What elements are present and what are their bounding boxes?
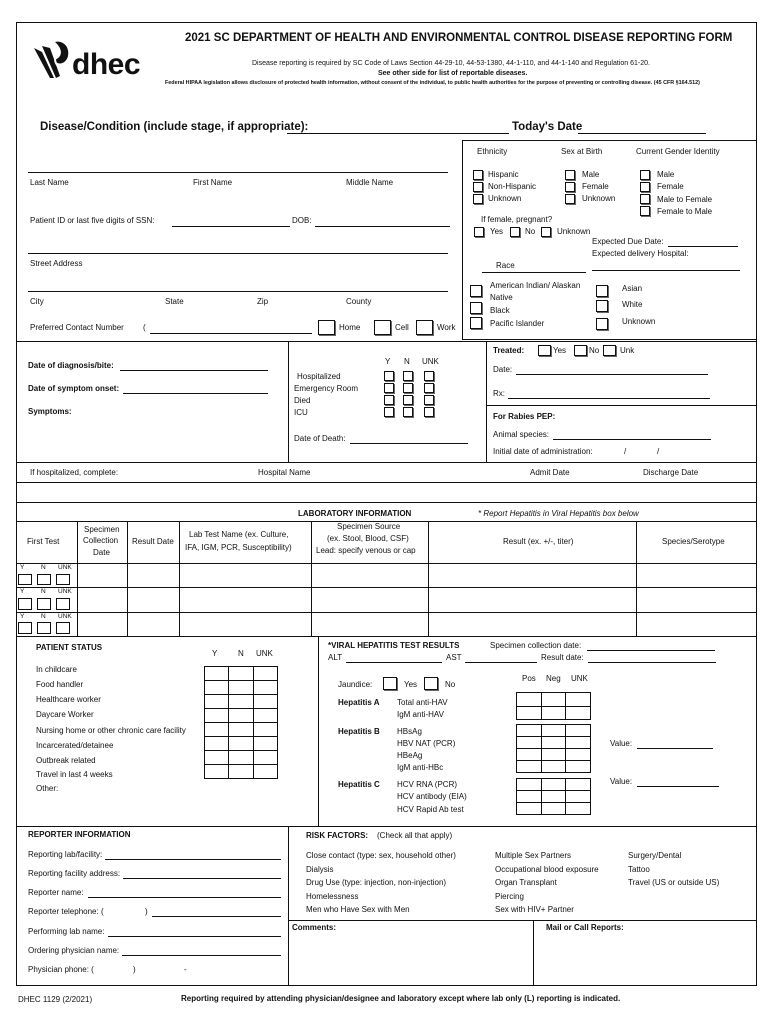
lab-row-1-unk-checkbox[interactable] [56, 574, 70, 585]
lab-title: LABORATORY INFORMATION [298, 509, 412, 518]
patient-id-label: Patient ID or last five digits of SSN: [30, 216, 155, 225]
lab-col-result-date: Result Date [132, 537, 174, 546]
lab-row-1-y: Y [20, 564, 25, 571]
hospitalized-y-checkbox[interactable] [384, 371, 394, 381]
physician-phone-dash: - [184, 965, 187, 974]
gender-mtf-checkbox[interactable] [640, 194, 650, 204]
comments-divider [288, 920, 757, 921]
initial-date-label: Initial date of administration: [493, 447, 593, 456]
status-cell[interactable] [253, 681, 277, 695]
race-black-checkbox[interactable] [470, 302, 482, 314]
state-label: State [165, 297, 184, 306]
work-checkbox[interactable] [416, 320, 433, 335]
performing-lab-input-line[interactable] [108, 936, 281, 937]
hep-neg-header: Neg [546, 674, 561, 683]
ordering-physician-label: Ordering physician name: [28, 946, 120, 955]
cell-checkbox[interactable] [374, 320, 391, 335]
status-cell[interactable] [229, 667, 253, 681]
gender-ftm-checkbox[interactable] [640, 206, 650, 216]
hep-pos-header: Pos [522, 674, 536, 683]
lab-row-1-n: N [41, 564, 46, 571]
pregnant-unknown-label: Unknown [557, 227, 591, 236]
hospital-row-top [16, 462, 757, 463]
icu-n-checkbox[interactable] [403, 407, 413, 417]
sex-unknown-checkbox[interactable] [565, 194, 575, 204]
hep-c-antibody: HCV antibody (EIA) [397, 792, 467, 801]
initial-date-slash-2: / [657, 447, 660, 456]
last-name-label: Last Name [30, 178, 69, 187]
hep-unk-header: UNK [571, 674, 588, 683]
admit-date-label: Admit Date [530, 468, 570, 477]
hep-alt-label: ALT [328, 653, 343, 662]
clinical-divider-2 [486, 341, 487, 462]
lab-col-specimen-2: Collection [83, 536, 119, 545]
gender-male-label: Male [657, 170, 675, 179]
status-item: Other: [36, 784, 59, 793]
non-hispanic-checkbox[interactable] [473, 182, 483, 192]
died-y-checkbox[interactable] [384, 395, 394, 405]
hep-result-date-input-line[interactable] [588, 662, 716, 663]
diagnosis-date-label: Date of diagnosis/bite: [28, 361, 114, 370]
status-cell[interactable] [253, 695, 277, 709]
risk-factor-item[interactable]: Organ Transplant [495, 878, 557, 887]
lab-row-3-unk-checkbox[interactable] [56, 622, 70, 634]
disease-input-line[interactable] [287, 133, 509, 134]
hep-ast-input-line[interactable] [465, 662, 537, 663]
jaundice-yes-label: Yes [404, 680, 418, 689]
contact-label: Preferred Contact Number [30, 323, 124, 332]
comments-mail-divider [533, 920, 534, 986]
pregnant-yes-label: Yes [490, 227, 504, 236]
risk-factor-item[interactable]: Multiple Sex Partners [495, 851, 572, 860]
hispanic-label: Hispanic [488, 170, 519, 179]
lab-col-divider-5 [428, 521, 429, 636]
reporter-address-input-line[interactable] [123, 878, 281, 879]
race-native-label: Native [490, 293, 513, 302]
race-unknown-checkbox[interactable] [596, 318, 608, 330]
jaundice-no-checkbox[interactable] [424, 677, 438, 690]
hep-result-date-label: Result date: [541, 653, 584, 662]
risk-title: RISK FACTORS: [306, 831, 369, 840]
clinical-unk-header: UNK [422, 357, 439, 366]
lab-row-2-y: Y [20, 588, 25, 595]
first-name-label: First Name [193, 178, 233, 187]
icu-unk-checkbox[interactable] [424, 407, 434, 417]
gender-ftm-label: Female to Male [657, 207, 713, 216]
onset-date-label: Date of symptom onset: [28, 384, 120, 393]
status-cell[interactable] [205, 765, 229, 779]
hep-b-hbsag: HBsAg [397, 727, 422, 736]
hep-b-hbeag: HBeAg [397, 751, 423, 760]
header-law-line: Disease reporting is required by SC Code of Laws Section 44-29-10, 44-53-1380, 44-1-110, and 44-1-140 and Regulation 61-20. [252, 60, 650, 67]
died-unk-checkbox[interactable] [424, 395, 434, 405]
status-n-header: N [238, 649, 244, 658]
lab-row-2-unk-checkbox[interactable] [56, 598, 70, 610]
race-label: Race [496, 261, 515, 270]
lab-row-1-y-checkbox[interactable] [18, 574, 32, 585]
hep-a-total: Total anti-HAV [397, 698, 448, 707]
pregnant-no-label: No [525, 227, 536, 236]
rx-label: Rx: [493, 389, 505, 398]
hispanic-checkbox[interactable] [473, 170, 483, 180]
status-cell[interactable] [205, 737, 229, 751]
status-item: Incarcerated/detainee [36, 741, 114, 750]
status-item: In childcare [36, 665, 77, 674]
lab-col-divider-2 [127, 521, 128, 636]
hep-c-grid[interactable] [516, 778, 591, 815]
reporter-divider [16, 826, 757, 827]
reporter-address-label: Reporting facility address: [28, 869, 121, 878]
lab-row-2-n-checkbox[interactable] [37, 598, 51, 610]
form-id: DHEC 1129 (2/2021) [18, 995, 93, 1004]
risk-factor-item[interactable]: Men who Have Sex with Men [306, 905, 410, 914]
due-date-label: Expected Due Date: [592, 237, 664, 246]
physician-phone-paren: ) [133, 965, 136, 974]
died-n-checkbox[interactable] [403, 395, 413, 405]
lab-col-test-name-1: Lab Test Name (ex. Culture, [189, 530, 289, 539]
race-unknown-label: Unknown [622, 317, 656, 326]
reporter-lab-input-line[interactable] [105, 859, 281, 860]
hep-b-value-label: Value: [610, 739, 633, 748]
status-cell[interactable] [205, 751, 229, 765]
ethnicity-label: Ethnicity [477, 147, 508, 156]
status-cell[interactable] [205, 723, 229, 737]
logo-text: dhec [72, 48, 141, 81]
lab-note: * Report Hepatitis in Viral Hepatitis box below [478, 509, 639, 518]
status-cell[interactable] [229, 723, 253, 737]
gender-female-checkbox[interactable] [640, 182, 650, 192]
city-label: City [30, 297, 44, 306]
status-cell[interactable] [229, 709, 253, 723]
lab-row-1-n-checkbox[interactable] [37, 574, 51, 585]
onset-date-input-line[interactable] [123, 393, 268, 394]
reporter-phone-label: Reporter telephone: ( [28, 907, 104, 916]
rabies-divider [486, 405, 757, 406]
risk-factor-item[interactable]: Sex with HIV+ Partner [495, 905, 574, 914]
status-cell[interactable] [205, 709, 229, 723]
status-unk-header: UNK [256, 649, 273, 658]
hospital-name-label: Hospital Name [258, 468, 311, 477]
lab-col-first-test: First Test [27, 537, 60, 546]
sex-unknown-label: Unknown [582, 194, 616, 203]
treated-unk-checkbox[interactable] [603, 345, 616, 356]
lab-row-2-top [16, 587, 757, 588]
dhec-logo [28, 38, 152, 86]
race-pacific-label: Pacific Islander [490, 319, 545, 328]
hep-collection-label: Specimen collection date: [490, 641, 582, 650]
delivery-hospital-label: Expected delivery Hospital: [592, 249, 689, 258]
died-label: Died [294, 396, 311, 405]
lab-row-2-n: N [41, 588, 46, 595]
status-cell[interactable] [229, 681, 253, 695]
initial-date-slash-1: / [624, 447, 627, 456]
form-title: 2021 SC DEPARTMENT OF HEALTH AND ENVIRONMENTAL CONTROL DISEASE REPORTING FORM [185, 32, 733, 44]
race-white-checkbox[interactable] [596, 300, 608, 312]
ethnicity-unknown-label: Unknown [488, 194, 522, 203]
treated-label: Treated: [493, 346, 525, 355]
hep-a-grid[interactable] [516, 692, 591, 720]
reporter-risk-divider [288, 826, 289, 986]
hep-a-igm: IgM anti-HAV [397, 710, 444, 719]
city-input-line[interactable] [28, 291, 448, 292]
hep-ast-label: AST [446, 653, 462, 662]
hep-b-label: Hepatitis B [338, 727, 380, 736]
reporter-name-label: Reporter name: [28, 888, 84, 897]
lab-col-specimen-3: Date [93, 548, 110, 557]
hep-collection-input-line[interactable] [587, 650, 715, 651]
sex-female-checkbox[interactable] [565, 182, 575, 192]
reporter-phone-input-line[interactable] [152, 916, 281, 917]
death-date-label: Date of Death: [294, 434, 346, 443]
status-grid[interactable] [204, 666, 278, 779]
sex-male-checkbox[interactable] [565, 170, 575, 180]
name-input-line[interactable] [28, 172, 448, 173]
er-label: Emergency Room [294, 384, 359, 393]
lab-col-divider-6 [636, 521, 637, 636]
status-cell[interactable] [253, 709, 277, 723]
physician-phone-label: Physician phone: ( [28, 965, 94, 974]
due-date-input-line[interactable] [668, 246, 738, 247]
patient-id-input-line[interactable] [172, 226, 290, 227]
disease-label: Disease/Condition (include stage, if appropriate): [40, 121, 309, 133]
hep-c-label: Hepatitis C [338, 780, 380, 789]
er-unk-checkbox[interactable] [424, 383, 434, 393]
treated-yes-checkbox[interactable] [538, 345, 551, 356]
status-cell[interactable] [229, 765, 253, 779]
lab-row-1-unk: UNK [58, 564, 72, 571]
symptoms-label: Symptoms: [28, 407, 72, 416]
sex-male-label: Male [582, 170, 600, 179]
cell-label: Cell [395, 323, 409, 332]
lab-row-2-unk: UNK [58, 588, 72, 595]
status-cell[interactable] [229, 695, 253, 709]
race-pacific-checkbox[interactable] [470, 317, 482, 329]
jaundice-yes-checkbox[interactable] [383, 677, 397, 690]
status-item: Healthcare worker [36, 695, 101, 704]
status-cell[interactable] [205, 681, 229, 695]
jaundice-label: Jaundice: [338, 680, 373, 689]
treated-yes-label: Yes [553, 346, 567, 355]
pregnant-no-checkbox[interactable] [510, 227, 520, 237]
status-cell[interactable] [253, 737, 277, 751]
hep-b-nat: HBV NAT (PCR) [397, 739, 456, 748]
hep-b-value-input-line[interactable] [637, 748, 713, 749]
home-label: Home [339, 323, 361, 332]
rabies-pep-label: For Rabies PEP: [493, 412, 556, 421]
lab-row-3-y: Y [20, 613, 25, 620]
hospital-row-mid [16, 482, 757, 483]
lab-row-1-top [16, 563, 757, 564]
hospitalized-n-checkbox[interactable] [403, 371, 413, 381]
risk-factor-item[interactable]: Piercing [495, 892, 524, 901]
status-item: Nursing home or other chronic care facility [36, 726, 186, 735]
race-american-indian-label: American Indian/ Alaskan [490, 281, 581, 290]
reporter-name-input-line[interactable] [88, 897, 281, 898]
footer-note: Reporting required by attending physician/designee and laboratory except where lab only (L) reporting is indicated. [181, 994, 621, 1003]
death-date-input-line[interactable] [350, 443, 468, 444]
ordering-physician-input-line[interactable] [122, 955, 281, 956]
sex-at-birth-label: Sex at Birth [561, 147, 603, 156]
contact-input-line[interactable] [150, 333, 312, 334]
hep-b-grid[interactable] [516, 724, 591, 773]
non-hispanic-label: Non-Hispanic [488, 182, 537, 191]
hep-c-rapid: HCV Rapid Ab test [397, 805, 464, 814]
treated-unk-label: Unk [620, 346, 635, 355]
er-y-checkbox[interactable] [384, 383, 394, 393]
status-hepatitis-divider [318, 636, 319, 826]
lab-row-3-y-checkbox[interactable] [18, 622, 32, 634]
risk-factor-item[interactable]: Drug Use (type: injection, non-injection) [306, 878, 447, 887]
zip-label: Zip [257, 297, 269, 306]
todays-date-label: Today's Date [512, 121, 583, 133]
status-cell[interactable] [253, 723, 277, 737]
sex-female-label: Female [582, 182, 609, 191]
status-cell[interactable] [253, 751, 277, 765]
diagnosis-date-input-line[interactable] [120, 370, 268, 371]
street-label: Street Address [30, 259, 83, 268]
icu-y-checkbox[interactable] [384, 407, 394, 417]
performing-lab-label: Performing lab name: [28, 927, 105, 936]
race-white-label: White [622, 300, 643, 309]
treated-no-checkbox[interactable] [574, 345, 587, 356]
lab-col-divider-1 [77, 521, 78, 636]
status-item: Food handler [36, 680, 84, 689]
hospital-lead-label: If hospitalized, complete: [30, 468, 119, 477]
lab-row-3-top [16, 612, 757, 613]
mail-call-label: Mail or Call Reports: [546, 923, 624, 932]
gender-female-label: Female [657, 182, 684, 191]
comments-label[interactable]: Comments: [292, 923, 337, 932]
lab-bottom [16, 636, 757, 637]
risk-factor-item[interactable]: Travel (US or outside US) [628, 878, 720, 887]
treated-date-input-line[interactable] [516, 374, 708, 375]
race-input-line[interactable] [482, 272, 586, 273]
icu-label: ICU [294, 408, 308, 417]
risk-factor-item[interactable]: Homelessness [306, 892, 359, 901]
clinical-y-header: Y [385, 357, 391, 366]
street-input-line[interactable] [28, 253, 448, 254]
hep-c-value-label: Value: [610, 777, 633, 786]
hospitalized-label: Hospitalized [297, 372, 341, 381]
discharge-date-label: Discharge Date [643, 468, 699, 477]
status-cell[interactable] [205, 695, 229, 709]
status-item: Daycare Worker [36, 710, 94, 719]
contact-paren: ( [143, 323, 146, 332]
jaundice-no-label: No [445, 680, 456, 689]
todays-date-input-line[interactable] [578, 133, 706, 134]
clinical-n-header: N [404, 357, 410, 366]
risk-factor-item[interactable]: Occupational blood exposure [495, 865, 599, 874]
hep-title: *VIRAL HEPATITIS TEST RESULTS [328, 641, 460, 650]
clinical-divider-1 [288, 341, 289, 462]
risk-factor-item[interactable]: Close contact (type: sex, household other) [306, 851, 456, 860]
lab-col-source-2: (ex. Stool, Blood, CSF) [327, 534, 409, 543]
ethnicity-unknown-checkbox[interactable] [473, 194, 483, 204]
lab-row-3-n-checkbox[interactable] [37, 622, 51, 634]
header-see-other-side: See other side for list of reportable diseases. [378, 70, 528, 77]
risk-factor-item[interactable]: Dialysis [306, 865, 334, 874]
county-label: County [346, 297, 372, 306]
animal-species-label: Animal species: [493, 430, 550, 439]
lab-col-species: Species/Serotype [662, 537, 725, 546]
hep-alt-input-line[interactable] [346, 662, 442, 663]
reporter-phone-paren: ) [145, 907, 148, 916]
treated-no-label: No [589, 346, 600, 355]
status-cell[interactable] [205, 667, 229, 681]
hep-c-value-input-line[interactable] [637, 786, 719, 787]
home-checkbox[interactable] [318, 320, 335, 335]
hep-c-rna: HCV RNA (PCR) [397, 780, 458, 789]
status-item: Outbreak related [36, 756, 96, 765]
status-cell[interactable] [229, 737, 253, 751]
treated-date-label: Date: [493, 365, 513, 374]
risk-factor-item[interactable]: Surgery/Dental [628, 851, 682, 860]
lab-col-source-3: Lead: specify venous or cap [316, 546, 416, 555]
lab-col-test-name-2: IFA, IGM, PCR, Susceptibility) [185, 543, 292, 552]
hospitalized-unk-checkbox[interactable] [424, 371, 434, 381]
lab-row-2-y-checkbox[interactable] [18, 598, 32, 610]
dob-input-line[interactable] [315, 226, 450, 227]
risk-check-note: (Check all that apply) [377, 831, 453, 840]
delivery-hospital-input-line[interactable] [592, 270, 740, 271]
reporter-lab-label: Reporting lab/facility: [28, 850, 103, 859]
rx-input-line[interactable] [508, 398, 710, 399]
race-black-label: Black [490, 306, 510, 315]
lab-col-specimen-1: Specimen [84, 525, 120, 534]
gender-mtf-label: Male to Female [657, 195, 713, 204]
pregnant-yes-checkbox[interactable] [474, 227, 484, 237]
palmetto-logo-icon [28, 38, 74, 84]
lab-row-3-unk: UNK [58, 613, 72, 620]
status-y-header: Y [212, 649, 218, 658]
reporter-title: REPORTER INFORMATION [28, 830, 131, 839]
gender-identity-label: Current Gender Identity [636, 147, 720, 156]
lab-col-source-1: Specimen Source [337, 522, 401, 531]
pregnant-label: If female, pregnant? [481, 215, 553, 224]
middle-name-label: Middle Name [346, 178, 394, 187]
status-cell[interactable] [229, 751, 253, 765]
race-american-indian-checkbox[interactable] [470, 285, 482, 297]
race-asian-label: Asian [622, 284, 643, 293]
work-label: Work [437, 323, 456, 332]
lab-col-divider-4 [311, 521, 312, 636]
status-title: PATIENT STATUS [36, 643, 103, 652]
animal-species-input-line[interactable] [553, 439, 711, 440]
lab-col-divider-3 [179, 521, 180, 636]
status-cell[interactable] [253, 765, 277, 779]
header-hipaa-line: Federal HIPAA legislation allows disclosure of protected health information, without consent of the individual, to public health authorities for the purpose of preventing or controlling disease. (45 CFR §164.512) [165, 80, 700, 86]
race-asian-checkbox[interactable] [596, 285, 608, 297]
lab-row-3-n: N [41, 613, 46, 620]
hep-b-igm: IgM anti-HBc [397, 763, 444, 772]
gender-male-checkbox[interactable] [640, 170, 650, 180]
status-cell[interactable] [253, 667, 277, 681]
lab-col-result: Result (ex. +/-, titer) [503, 537, 574, 546]
er-n-checkbox[interactable] [403, 383, 413, 393]
risk-factor-item[interactable]: Tattoo [628, 865, 650, 874]
hospital-row-bottom [16, 502, 757, 503]
dob-label: DOB: [292, 216, 312, 225]
section-divider [16, 341, 757, 342]
hep-a-label: Hepatitis A [338, 698, 380, 707]
status-item: Travel in last 4 weeks [36, 770, 113, 779]
pregnant-unknown-checkbox[interactable] [541, 227, 551, 237]
